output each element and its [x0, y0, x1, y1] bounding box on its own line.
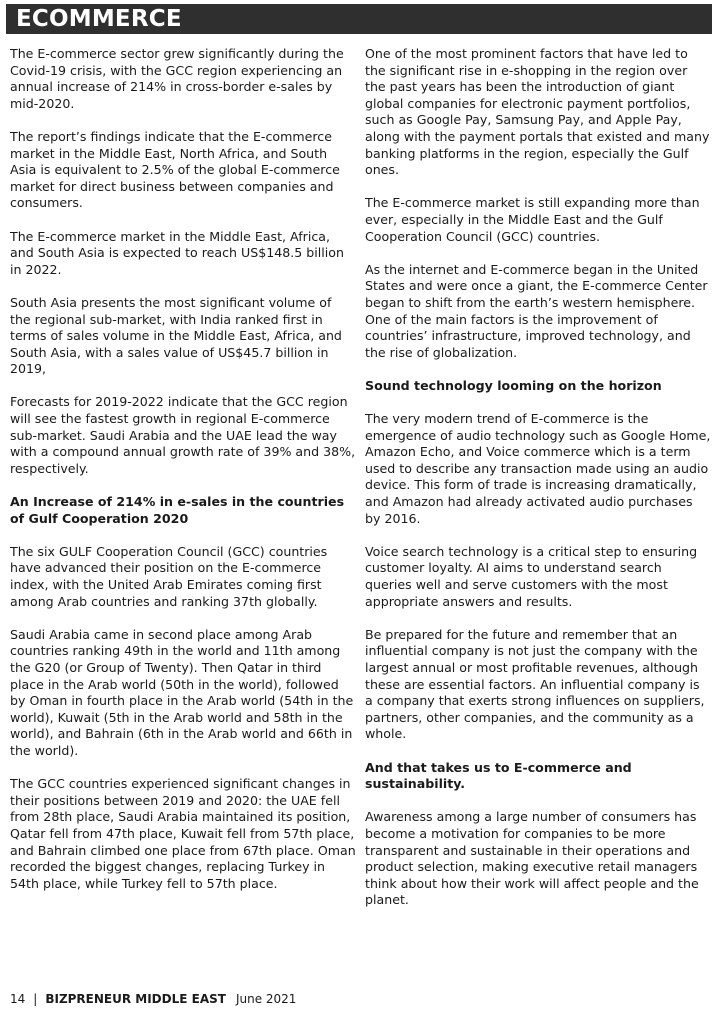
paragraph: Forecasts for 2019-2022 indicate that the GCC region will see the fastest growth in regional E-commerce sub-market. Saudi Arabia and the UAE lead the way with a compound annual growth rate of 39% and 38%, respectively.	[10, 394, 356, 476]
paragraph: The very modern trend of E-commerce is the emergence of audio technology such as Google Home, Amazon Echo, and Voice commerce which is a term used to describe any transaction made using an audio device. This form of trade is increasing dramatically, and Amazon had already activated audio purchases by 2016.	[365, 411, 711, 526]
page-footer	[10, 991, 296, 1007]
paragraph: The E-commerce sector grew significantly during the Covid-19 crisis, with the GCC region experiencing an annual increase of 214% in cross-border e-sales by mid-2020.	[10, 46, 344, 111]
paragraph: As the internet and E-commerce began in the United States and were once a giant, the E-commerce Center began to shift from the earth’s western hemisphere. One of the main factors is the improvement of countries’ infrastructure, improved technology, and the rise of globalization.	[365, 261, 708, 360]
paragraph: The E-commerce market is still expanding more than ever, especially in the Middle East and the Gulf Cooperation Council (GCC) countries.	[365, 195, 700, 244]
section-title: ECOMMERCE	[16, 6, 182, 32]
footer-separator: |	[33, 992, 38, 1006]
left-column	[10, 46, 356, 909]
paragraph: South Asia presents the most significant volume of the regional sub-market, with India ranked first in terms of sales volume in the Middle East, Africa, and South Asia, with a sales value of US$45.7 billion in 2019,	[10, 294, 342, 377]
publication-name: BIZPRENEUR MIDDLE EAST	[45, 992, 226, 1006]
subheading: Sound technology looming on the horizon	[365, 377, 662, 393]
subheading: An Increase of 214% in e-sales in the countries of Gulf Cooperation 2020	[10, 494, 345, 526]
paragraph: One of the most prominent factors that have led to the significant rise in e-shopping in the region over the past years has been the introduction of giant global companies for electronic payment portfolios, such as Google Pay, Samsung Pay, and Apple Pay, along with the payment portals that existed and many banking platforms in the region, especially the Gulf ones.	[365, 46, 710, 178]
paragraph: The E-commerce market in the Middle East, Africa, and South Asia is expected to reach US$148.5 billion in 2022.	[10, 228, 344, 277]
paragraph: The six GULF Cooperation Council (GCC) countries have advanced their position on the E-commerce index, with the United Arab Emirates coming first among Arab countries and ranking 37th globally.	[10, 543, 328, 609]
right-column	[365, 46, 711, 925]
issue-date: June 2021	[235, 992, 297, 1006]
paragraph: Be prepared for the future and remember that an influential company is not just the company with the largest annual or most profitable revenues, although these are essential factors. An influential company is a company that exerts strong influences on suppliers, partners, other companies, and the community as a whole.	[365, 626, 705, 742]
paragraph: Saudi Arabia came in second place among Arab countries ranking 49th in the world and 11th among the G20 (or Group of Twenty). Then Qatar in third place in the Arab world (50th in the world), followed by Oman in fourth place in the Arab world (54th in the world), Kuwait (5th in the Arab world and 58th in the world), and Bahrain (6th in the Arab world and 66th in the world).	[10, 626, 354, 758]
subheading: And that takes us to E-commerce and sustainability.	[365, 759, 632, 792]
paragraph: The GCC countries experienced significant changes in their positions between 2019 and 2020: the UAE fell from 28th place, Saudi Arabia maintained its position, Qatar fell from 47th place, Kuwait fell from 57th place, and Bahrain climbed one place from 67th place. Oman recorded the biggest changes, replacing Turkey in 54th place, while Turkey fell to 57th place.	[10, 776, 356, 891]
paragraph: Voice search technology is a critical step to ensuring customer loyalty. AI aims to understand search queries well and serve customers with the most appropriate answers and results.	[365, 543, 698, 609]
paragraph: Awareness among a large number of consumers has become a motivation for companies to be more transparent and sustainable in their operations and product selection, making executive retail managers think about how their work will affect people and the planet.	[365, 809, 699, 908]
paragraph: The report’s findings indicate that the E-commerce market in the Middle East, North Africa, and South Asia is equivalent to 2.5% of the global E-commerce market for direct business between companies and consumers.	[10, 128, 340, 211]
section-header-bar	[6, 4, 712, 34]
page-number: 14	[10, 992, 26, 1006]
